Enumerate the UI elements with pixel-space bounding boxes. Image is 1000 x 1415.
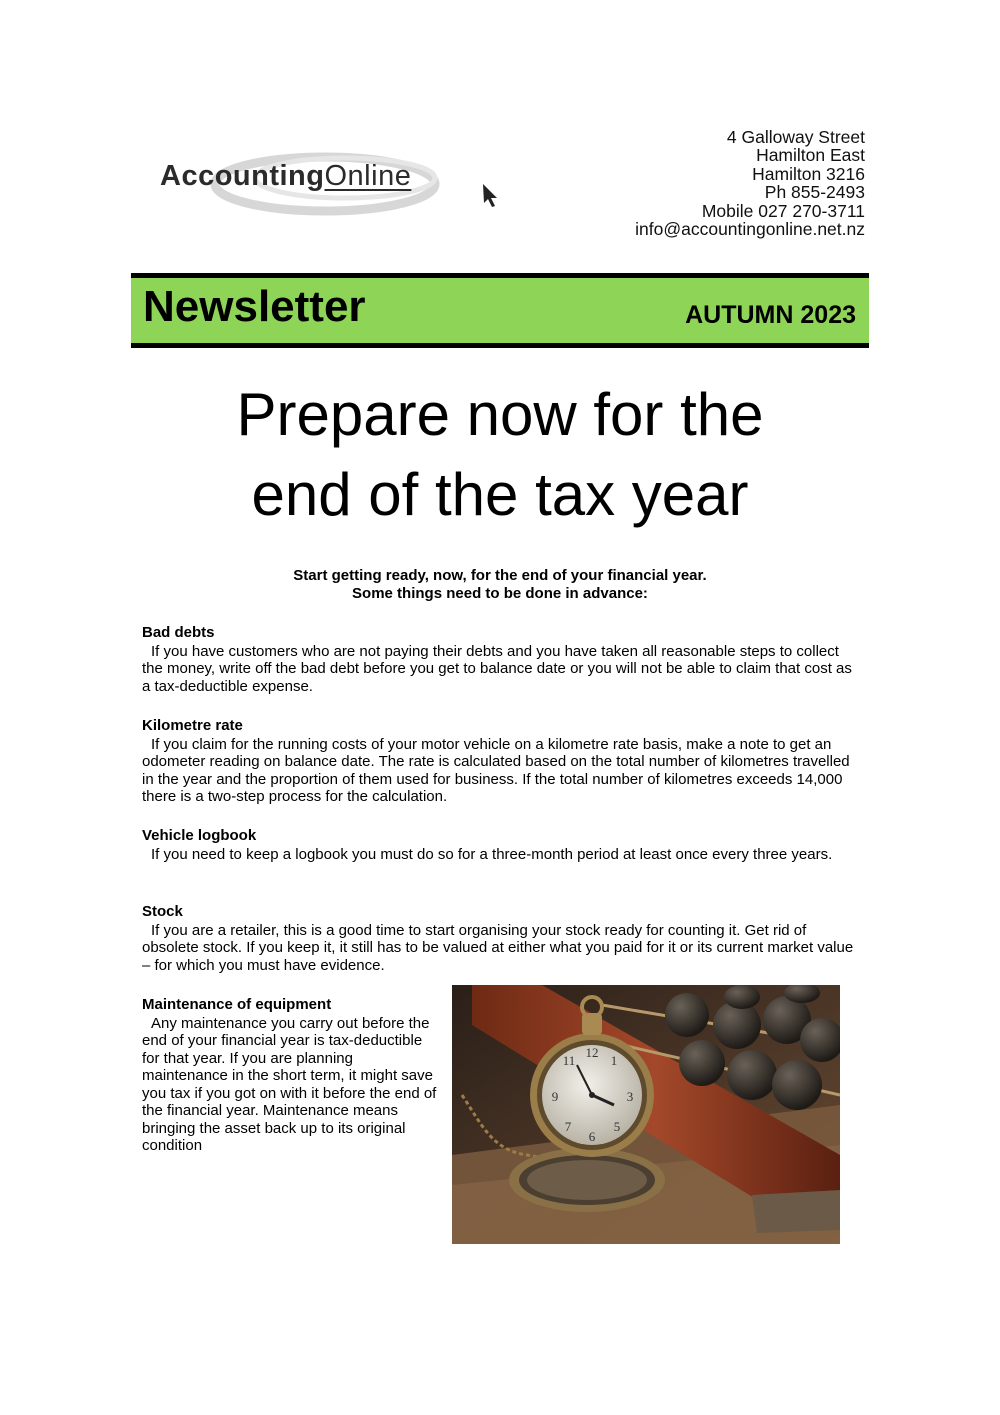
intro-line-2: Some things need to be done in advance:: [352, 585, 648, 602]
svg-text:5: 5: [613, 1119, 621, 1134]
section-heading: Kilometre rate: [142, 717, 243, 734]
section-heading: Stock: [142, 903, 183, 920]
svg-text:9: 9: [551, 1089, 559, 1104]
svg-text:3: 3: [626, 1089, 634, 1104]
section-heading: Vehicle logbook: [142, 827, 257, 844]
pocket-watch-abacus-photo: [452, 985, 840, 1244]
section-body: If you are a retailer, this is a good time to start organising your stock ready for counting it. Get rid of obsolete stock. If you keep it, it still has to be valued at either what you paid for it or its current market value – for which you must have evidence.: [142, 921, 854, 974]
svg-text:12: 12: [585, 1045, 599, 1060]
intro-line-1: Start getting ready, now, for the end of your financial year.: [293, 567, 707, 584]
section-body: If you claim for the running costs of your motor vehicle on a kilometre rate basis, make a note to get an odometer reading on balance date. The rate is calculated based on the total number of kilometres travelled in the year and the proportion of them used for business. If the total number of kilometres exceeds 14,000 there is a two-step process for the calculation.: [142, 735, 850, 805]
section-body: If you have customers who are not paying their debts and you have taken all reasonable steps to collect the money, write off the bad debt before you get to balance date or you will not be able to claim that cost as a tax-deductible expense.: [142, 642, 852, 695]
banner-season: AUTUMN 2023: [685, 301, 856, 329]
section-kilometre-rate: [142, 717, 857, 806]
section-bad-debts: [142, 624, 857, 695]
svg-text:1: 1: [610, 1053, 618, 1068]
address-suburb: Hamilton East: [756, 145, 865, 166]
banner-title: Newsletter: [143, 282, 366, 331]
section-stock: [142, 903, 857, 974]
section-vehicle-logbook: [142, 827, 857, 863]
address-email: info@accountingonline.net.nz: [635, 219, 865, 240]
section-maintenance: [142, 996, 442, 1155]
intro-text: [200, 567, 800, 603]
photo-illustration: [452, 985, 840, 1244]
logo-online: Online: [324, 160, 412, 192]
company-logo: [155, 148, 505, 218]
section-heading: Bad debts: [142, 624, 215, 641]
cursor-arrow-icon: [483, 184, 497, 207]
newsletter-banner: [131, 273, 869, 348]
page-headline: [100, 375, 900, 535]
headline-line-1: Prepare now for the: [236, 381, 764, 448]
address-street: 4 Galloway Street: [726, 127, 865, 147]
logo-wordmark: [160, 160, 411, 193]
contact-address: [635, 128, 865, 238]
svg-text:11: 11: [562, 1053, 576, 1068]
section-heading: Maintenance of equipment: [142, 996, 332, 1013]
address-city: Hamilton 3216: [752, 163, 865, 184]
svg-text:7: 7: [564, 1119, 572, 1134]
section-body: If you need to keep a logbook you must do so for a three-month period at least once every three years.: [151, 845, 833, 863]
address-mobile: Mobile 027 270-3711: [701, 200, 865, 221]
address-phone: Ph 855-2493: [764, 182, 865, 203]
logo-accounting: Accounting: [160, 160, 325, 192]
section-body: Any maintenance you carry out before the end of your financial year is tax-deductible for that year. If you are planning maintenance in the short term, it might save you tax if you got on with it before the end of the financial year. Maintenance means bringing the asset back up to its original condition: [142, 1014, 437, 1154]
svg-text:6: 6: [588, 1129, 596, 1144]
headline-line-2: end of the tax year: [251, 461, 749, 528]
